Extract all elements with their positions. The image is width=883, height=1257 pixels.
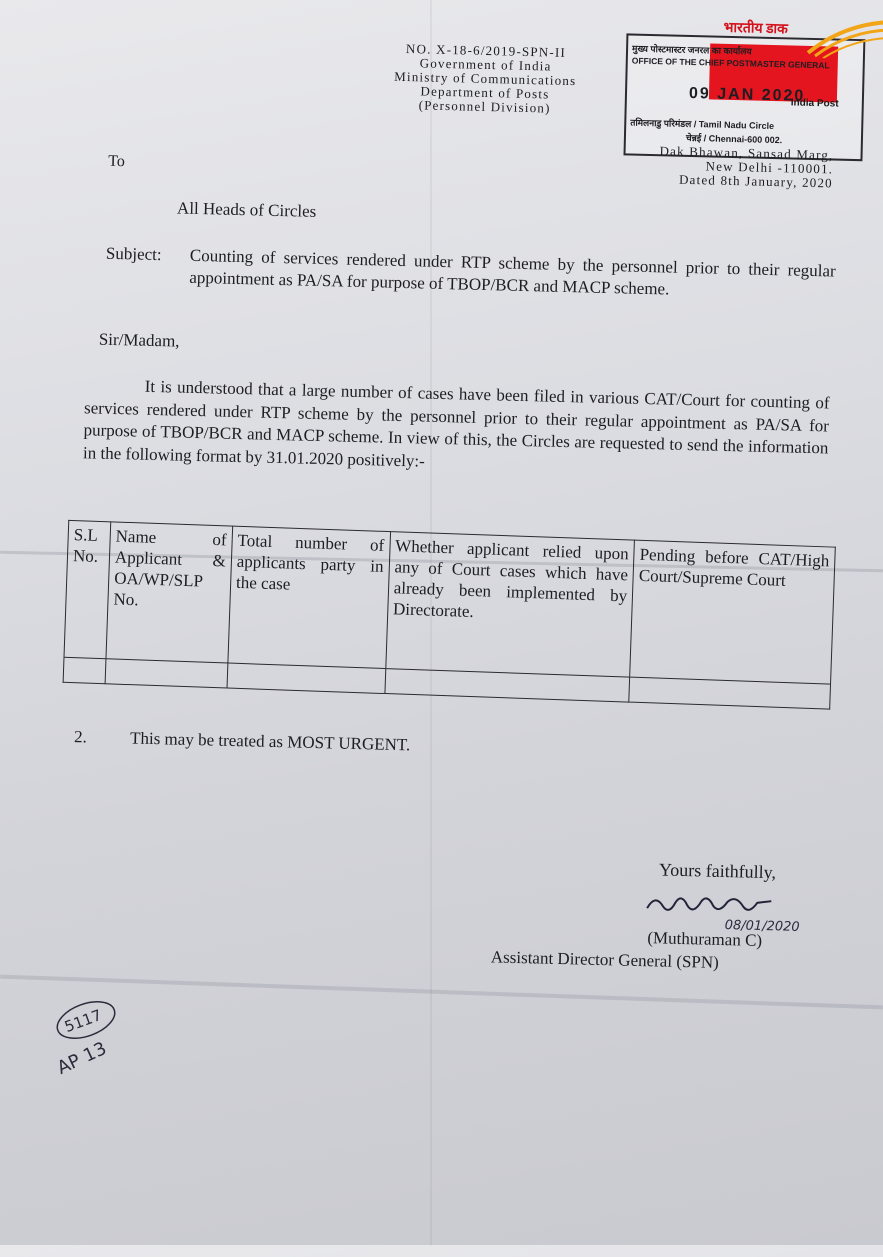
header-line-government: Government of India [419,55,552,74]
signatory-name: (Muthuraman C) [647,928,763,950]
stamp-hindi-title: भारतीय डाक [723,20,789,38]
information-format-table [63,520,836,710]
stamp-brand: India Post [790,97,839,110]
stamp-circle: तमिलनाडु परिमंडल / Tamil Nadu Circle [630,117,775,132]
table-cell [227,663,386,693]
subject-label: Subject: [105,243,162,265]
signature-mark [645,888,776,921]
column-header-relied-court-cases: Whether applicant relied upon any of Court cases which have already been implemented by Directorate. [385,532,634,677]
address-line: New Delhi -110001. [705,158,834,177]
receipt-stamp [623,20,865,161]
letter-date: Dated 8th January, 2020 [678,171,834,191]
point-2 [74,727,411,755]
stamp-office-hindi: मुख्य पोस्टमास्टर जनरल का कार्यालय [631,43,752,57]
header-line-division: (Personnel Division) [418,97,551,116]
india-post-logo-icon [803,18,883,60]
stamp-office-english: OFFICE OF THE CHIEF POSTMASTER GENERAL [631,55,830,71]
sender-address [588,143,834,191]
address-line: Dak Bhawan, Sansad Marg, [659,143,834,163]
header-line-department: Department of Posts [420,83,550,102]
subject-text: Counting of services rendered under RTP scheme by the personnel prior to their regular appointment as PA/SA for purpose of TBOP/BCR and MACP scheme. [189,245,836,299]
addressee: All Heads of Circles [176,198,317,221]
handwritten-note: AP 13 [53,1038,110,1079]
closing: Yours faithfully, [658,859,777,883]
salutation: Sir/Madam, [98,329,180,351]
point-number: 2. [73,727,88,747]
table-cell [63,657,106,683]
column-header-sl-no: S.L No. [64,520,111,658]
letter-header [364,41,606,117]
table-cell [105,659,228,688]
stamp-city: चेन्नई / Chennai-600 002. [685,132,783,146]
column-header-total-applicants: Total number of applicants party in the case [228,526,390,668]
column-header-pending-before: Pending before CAT/High Court/Supreme Court [630,540,835,684]
header-line-ministry: Ministry of Communications [394,68,577,89]
body-paragraph: It is understood that a large number of cases have been filed in various CAT/Court for counting of services rendered under RTP scheme by the personnel prior to their regular appointment as PA/SA for purpose of TBOP/BCR and MACP scheme. In view of this, the Circles are requested to send the information in the following format by 31.01.2020 positively:- [82,376,830,471]
signature-date: 08/01/2020 [724,918,800,935]
subject-block [105,243,836,299]
stamp-date: 09 JAN 2020 [688,84,806,105]
reference-number: NO. X-18-6/2019-SPN-II [405,41,567,60]
point-text: This may be treated as MOST URGENT. [129,728,411,755]
table-header-row [64,520,835,684]
handwritten-code: 5117 [62,1006,105,1036]
to-label: To [107,152,126,171]
column-header-applicant: Name of Applicant & OA/WP/SLP No. [106,522,233,663]
signatory-title: Assistant Director General (SPN) [490,947,720,972]
